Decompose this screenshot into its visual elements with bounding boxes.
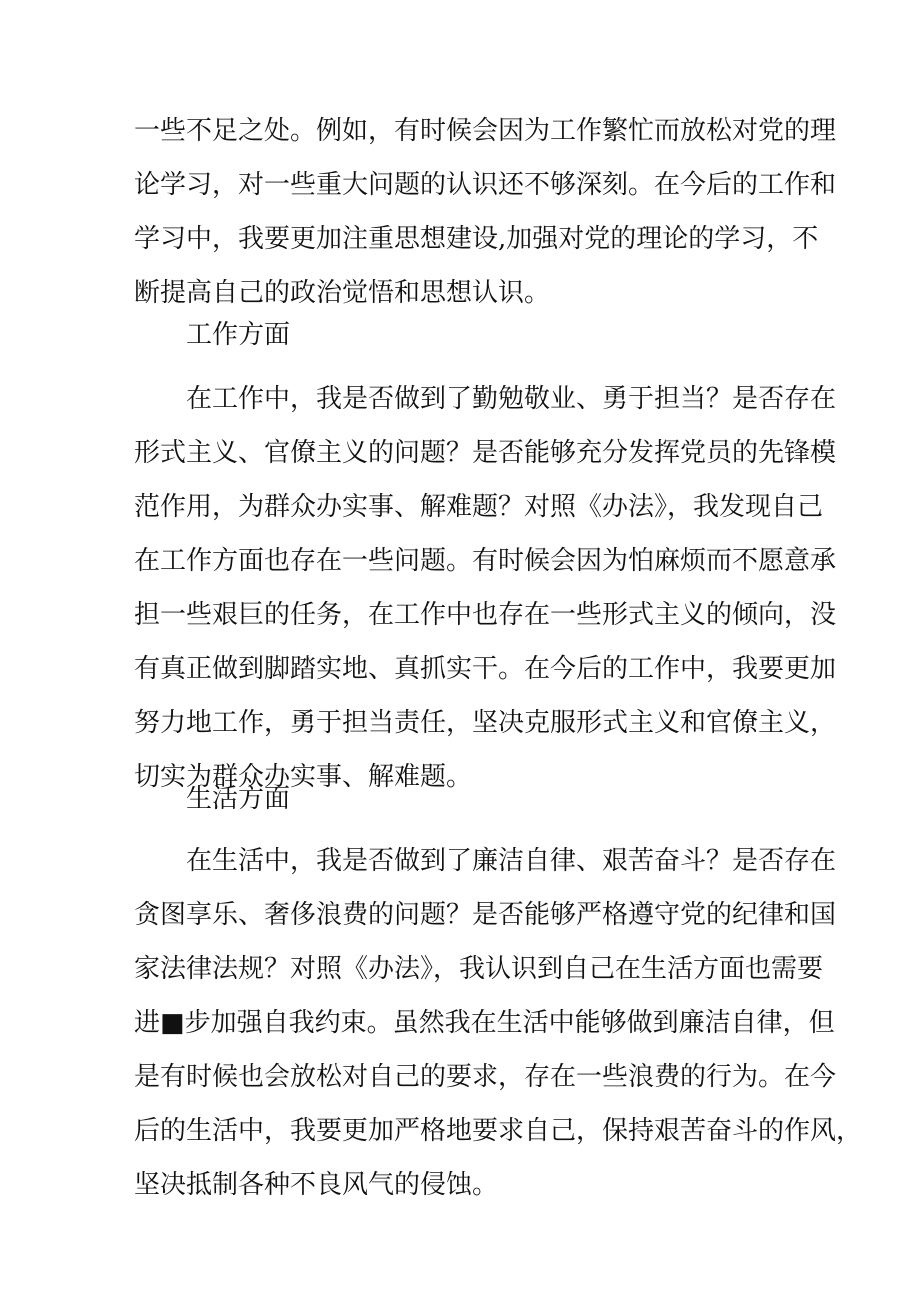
paragraph-line: 进■步加强自我约束。虽然我在生活中能够做到廉洁自律，但: [134, 1008, 835, 1038]
paragraph-line: 切实为群众办实事、解难题。: [134, 762, 473, 792]
paragraph-line: 家法律法规？对照《办法》，我认识到自己在生活方面也需要: [134, 954, 824, 984]
paragraph-work: [134, 372, 837, 804]
paragraph-line: 在生活中，我是否做到了廉洁自律、艰苦奋斗？是否存在: [186, 846, 837, 876]
paragraph-line: 学习中，我要更加注重思想建设,加强对党的理论的学习，不: [134, 224, 819, 254]
paragraph-line: 论学习，对一些重大问题的认识还不够深刻。在今后的工作和: [134, 170, 837, 200]
paragraph-line: 断提高自己的政治觉悟和思想认识。: [134, 278, 551, 308]
paragraph-line: 努力地工作，勇于担当责任，坚决克服形式主义和官僚主义，: [134, 708, 837, 738]
paragraph-thought: [134, 104, 837, 320]
paragraph-line: 在工作中，我是否做到了勤勉敬业、勇于担当？是否存在: [186, 384, 837, 414]
paragraph-line: 贪图享乐、奢侈浪费的问题？是否能够严格遵守党的纪律和国: [134, 900, 837, 930]
heading-work: 工作方面: [186, 320, 291, 350]
paragraph-line: 坚决抵制各种不良风气的侵蚀。: [134, 1170, 499, 1200]
paragraph-line: 是有时候也会放松对自己的要求，存在一些浪费的行为。在今: [134, 1062, 837, 1092]
paragraph-line: 担一些艰巨的任务，在工作中也存在一些形式主义的倾向，没: [134, 600, 837, 630]
paragraph-line: 范作用，为群众办实事、解难题？对照《办法》，我发现自己: [134, 492, 824, 522]
paragraph-line: 一些不足之处。例如，有时候会因为工作繁忙而放松对党的理: [134, 116, 837, 146]
heading-life: 生活方面: [186, 784, 291, 814]
paragraph-line: 有真正做到脚踏实地、真抓实干。在今后的工作中，我要更加: [134, 654, 837, 684]
paragraph-life: [134, 834, 863, 1212]
paragraph-line: 后的生活中，我要更加严格地要求自己，保持艰苦奋斗的作风，: [134, 1116, 863, 1146]
paragraph-line: 形式主义、官僚主义的问题？是否能够充分发挥党员的先锋模: [134, 438, 837, 468]
paragraph-line: 在工作方面也存在一些问题。有时候会因为怕麻烦而不愿意承: [134, 546, 837, 576]
